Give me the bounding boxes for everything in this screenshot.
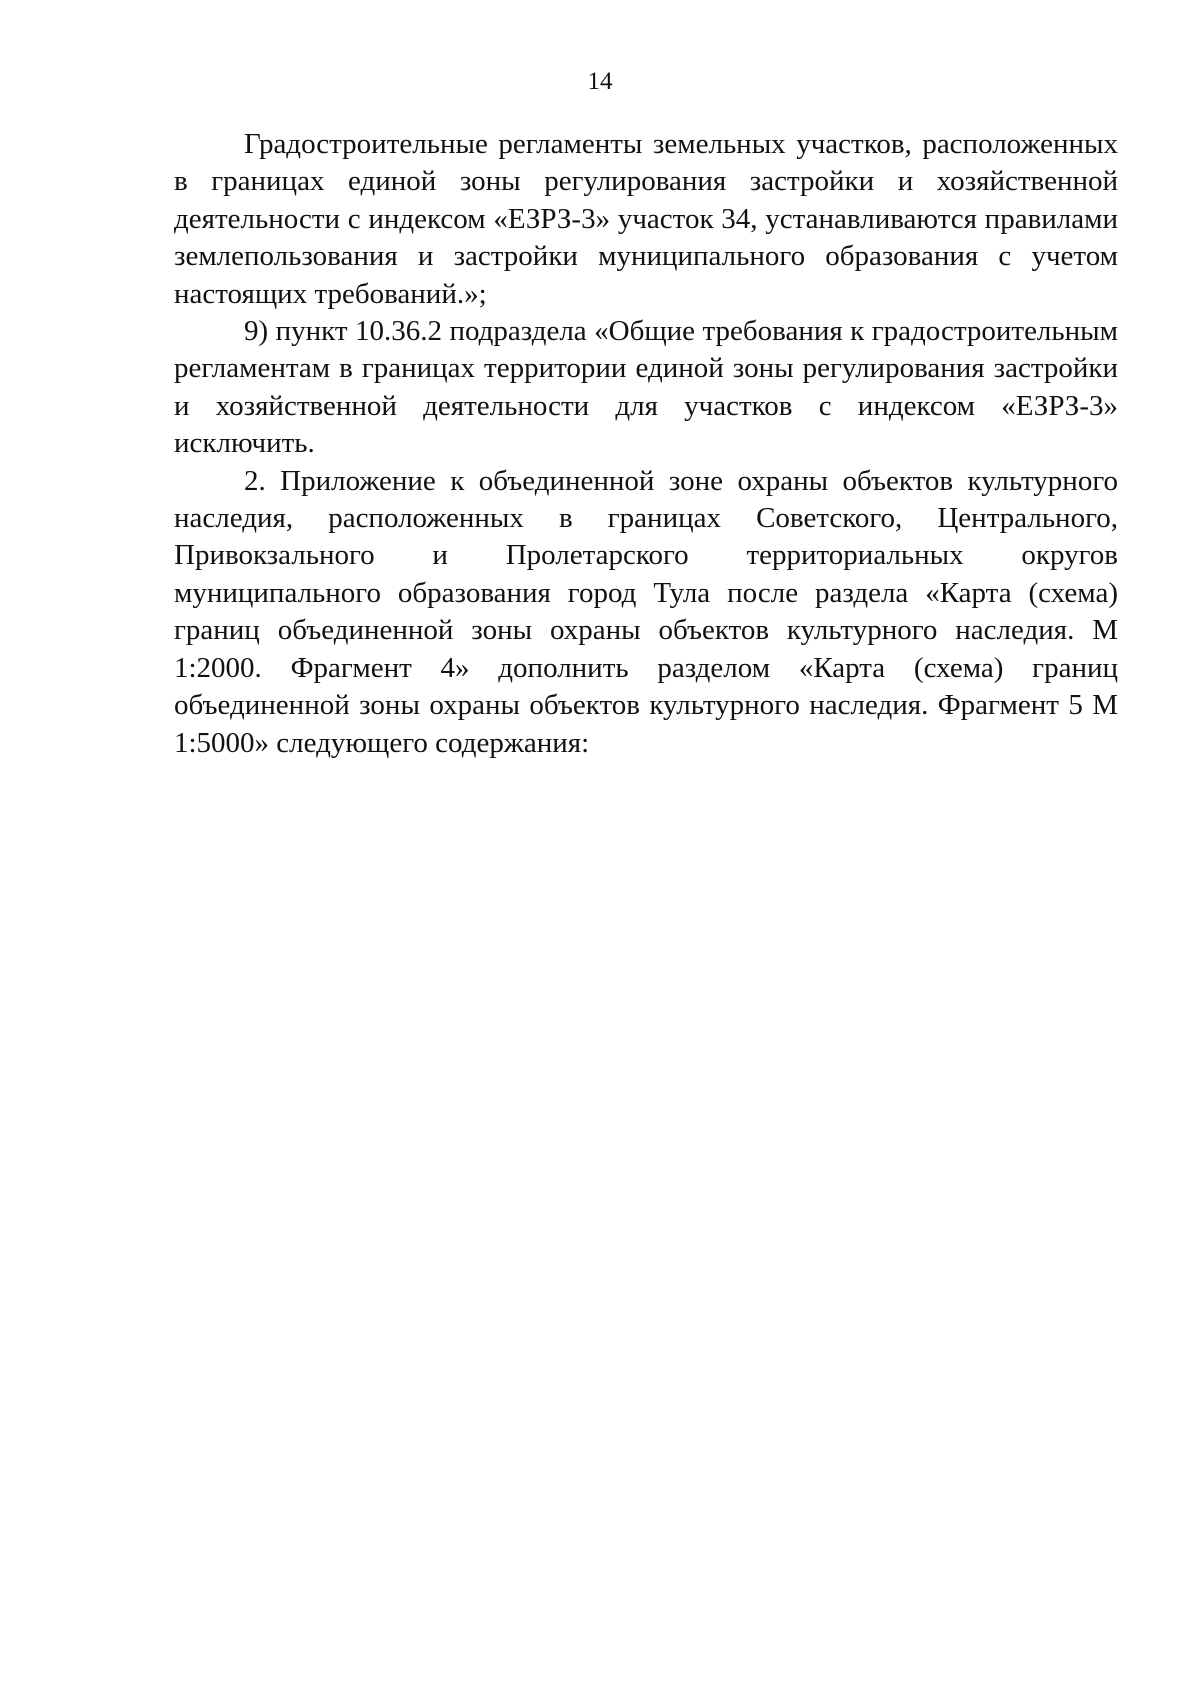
paragraph-item-2: 2. Приложение к объединенной зоне охраны объектов культурного наследия, расположенных в границах Советского, Центрального, Привокзального и Пролетарского территориальных округов муниципального образования город Тула после раздела «Карта (схема) границ объединенной зоны охраны объектов культурного наследия. М 1:2000. Фрагмент 4» дополнить разделом «Карта (схема) границ объединенной зоны охраны объектов культурного наследия. Фрагмент 5 М 1:5000» следующего содержания: <box>174 464 1118 759</box>
paragraph-item-9: 9) пункт 10.36.2 подраздела «Общие требования к градостроительным регламентам в границах территории единой зоны регулирования застройки и хозяйственной деятельности для участков с индексом «ЕЗРЗ-3» исключить. <box>174 315 1118 460</box>
paragraph-regulations: Градостроительные регламенты земельных участков, расположенных в границах единой зоны регулирования застройки и хозяйственной деятельности с индексом «ЕЗРЗ-3» участок 34, устанавливаются правилами землепользования и застройки муниципального образования с учетом настоящих требований.»; <box>174 128 1118 310</box>
page-number: 14 <box>587 68 613 95</box>
document-body <box>174 126 1118 762</box>
